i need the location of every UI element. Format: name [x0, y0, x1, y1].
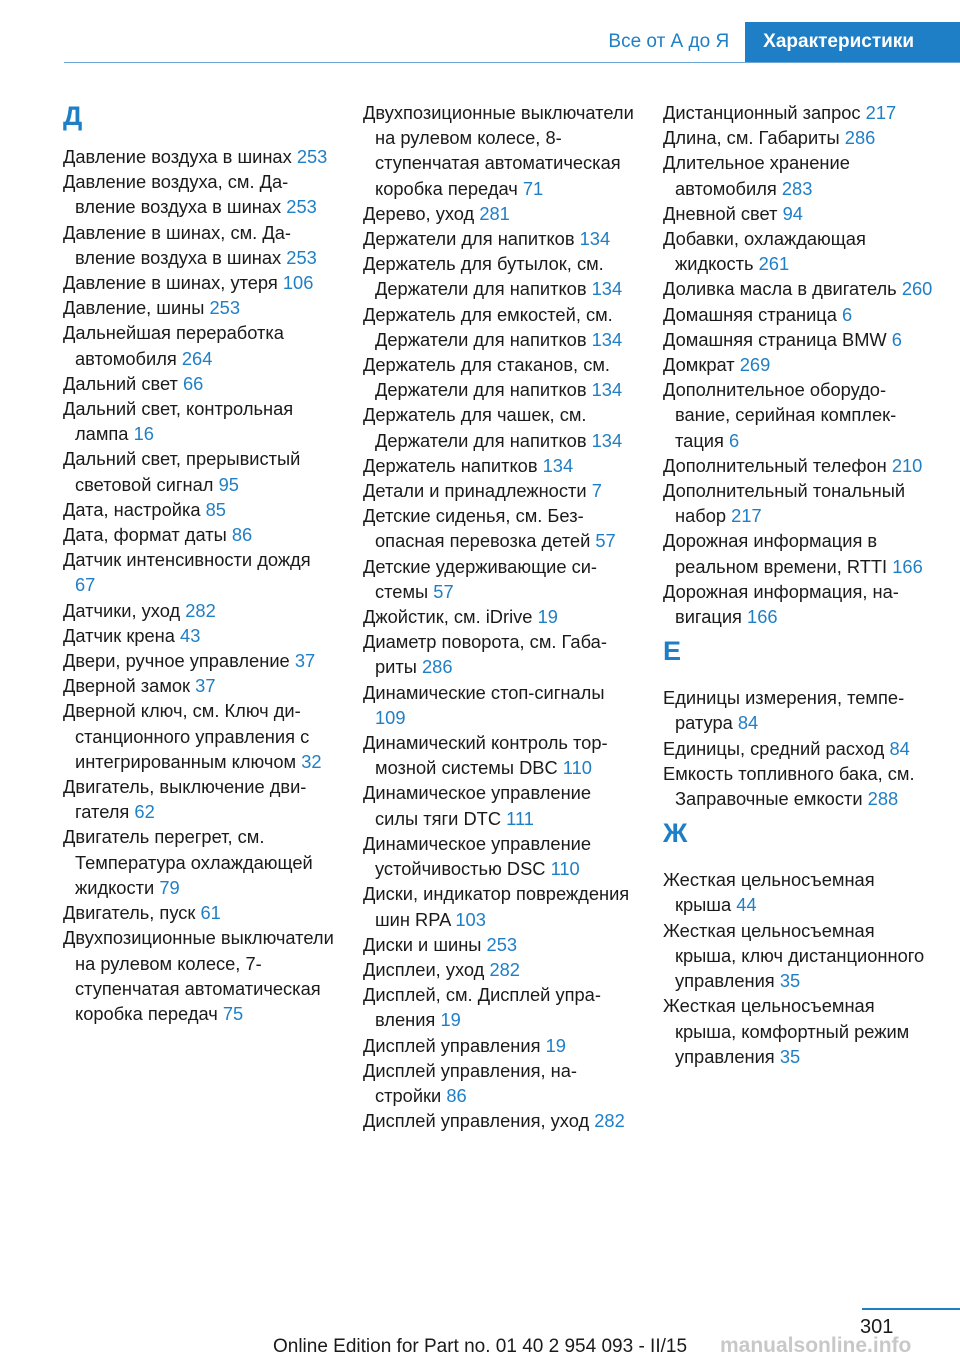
index-entry-text: Двигатель, пуск [63, 902, 196, 924]
index-entry-text: Датчики, уход [63, 599, 181, 621]
index-entry [63, 270, 335, 295]
index-entry-text: Джойстик, см. iDrive [363, 606, 533, 628]
page-number-rule [862, 1308, 960, 1310]
index-entry-text: Детали и принадлежности [363, 480, 587, 502]
index-page-link[interactable]: 253 [486, 933, 518, 955]
index-entry-text: Дисплей управления, уход [363, 1110, 590, 1132]
index-entry-text: Двигатель перегрет, см. Температура охлаждающей жидкости [63, 826, 313, 898]
index-entry [63, 824, 335, 900]
index-page-link[interactable]: 32 [301, 750, 322, 772]
index-page-link[interactable]: 134 [591, 379, 623, 401]
index-entry [363, 503, 635, 553]
index-page-link[interactable]: 106 [282, 272, 314, 294]
index-page-link[interactable]: 71 [522, 177, 544, 199]
index-entry [663, 579, 935, 629]
index-entry [363, 831, 635, 881]
index-page-link[interactable]: 19 [537, 606, 558, 628]
index-entry-text: Жесткая цельносъемная крыша [663, 869, 875, 916]
index-page-link[interactable]: 111 [506, 807, 534, 829]
index-entry [663, 528, 935, 578]
index-entry-text: Динамические стоп-сигналы [363, 681, 605, 703]
index-entry-text: Диски, индикатор повреждения шин RPA [363, 883, 630, 930]
index-entry-text: Дополнительное оборудование, серийная комплектация [663, 379, 897, 451]
index-page-link[interactable]: 84 [889, 737, 910, 759]
index-entry [63, 900, 335, 925]
index-entry [663, 150, 935, 200]
index-entry [363, 100, 635, 201]
index-page-link[interactable]: 67 [75, 574, 96, 596]
index-page-link[interactable]: 253 [286, 246, 317, 268]
index-page-link[interactable]: 286 [422, 656, 453, 678]
index-page-link[interactable]: 43 [180, 624, 201, 646]
watermark: manualsonline.info [720, 1334, 912, 1357]
index-page-link[interactable]: 66 [183, 372, 204, 394]
index-page-link[interactable]: 62 [134, 801, 155, 823]
index-entry [663, 100, 935, 125]
index-entry [63, 396, 335, 446]
index-entry-text: Дорожная информация в реальном времени, RTTI [663, 530, 888, 577]
index-page-link[interactable]: 57 [595, 530, 616, 552]
index-entry-text: Детские сиденья, см. Безопасная перевозка детей [363, 505, 591, 552]
index-entry [363, 1033, 635, 1058]
index-entry-text: Добавки, охлаждающая жидкость [663, 228, 866, 275]
index-page-link[interactable]: 253 [296, 146, 328, 167]
index-entry-text: Держатель для бутылок, см. Держатели для напитков [363, 253, 604, 300]
index-page-link[interactable]: 94 [782, 202, 803, 224]
page-header [588, 22, 960, 62]
index-entry-text: Держатель напитков [363, 454, 538, 476]
index-page-link[interactable]: 35 [779, 1045, 801, 1067]
index-page-link[interactable]: 283 [781, 177, 813, 199]
index-entry [363, 957, 635, 982]
index-page-link[interactable]: 253 [209, 297, 241, 319]
index-entry [63, 698, 335, 774]
index-column-3 [663, 100, 935, 1069]
index-entry-text: Дорожная информация, навигация [663, 580, 899, 628]
index-page-link[interactable]: 286 [844, 127, 876, 149]
index-entry-text: Дата, настройка [63, 498, 201, 520]
index-entry [363, 1108, 635, 1133]
index-entry [63, 295, 335, 320]
footer-edition: Online Edition for Part no. 01 40 2 954 093 - II/15 [272, 1336, 688, 1357]
index-entry [363, 201, 635, 226]
index-entry [363, 226, 635, 251]
index-entry [63, 623, 335, 648]
header-divider [64, 62, 960, 63]
index-entry-text: Дверной замок [63, 675, 191, 697]
index-page-link[interactable]: 217 [865, 102, 897, 123]
index-entry [63, 320, 335, 370]
index-entry [663, 761, 935, 811]
index-entry-text: Держатель для стаканов, см. Держатели для напитков [363, 354, 610, 401]
index-entry-text: Держатель для емкостей, см. Держатели для напитков [363, 303, 613, 350]
index-entry-text: Домашняя страница BMW [663, 328, 887, 350]
index-page-link[interactable]: 282 [489, 958, 520, 980]
index-entry [663, 226, 935, 276]
index-entry-text: Дистанционный запрос [663, 102, 861, 123]
index-entry [63, 446, 335, 496]
index-entry [63, 774, 335, 824]
index-page-link[interactable]: 75 [222, 1002, 244, 1024]
index-page-link[interactable]: 6 [842, 303, 853, 325]
index-entry [663, 352, 935, 377]
index-entry-text: Доливка масла в двигатель [663, 278, 897, 300]
index-entry-text: Давление в шинах, утеря [63, 272, 278, 294]
index-entry-text: Дисплей управления [363, 1034, 541, 1056]
index-entry-text: Дерево, уход [363, 202, 475, 224]
index-page-link[interactable]: 134 [591, 429, 623, 451]
index-page-link[interactable]: 35 [779, 970, 801, 992]
index-entry-text: Единицы, средний расход [663, 737, 885, 759]
index-entry-text: Дисплей управления, настройки [363, 1059, 577, 1106]
index-page-link[interactable]: 16 [133, 423, 154, 445]
index-entry [363, 352, 635, 402]
index-entry-text: Двигатель, выключение двигателя [63, 776, 307, 823]
index-entry [63, 169, 335, 219]
index-entry [363, 680, 635, 730]
index-entry-text: Держатели для напитков [363, 228, 575, 250]
index-entry-text: Домашняя страница [663, 303, 837, 325]
index-entry [363, 604, 635, 629]
index-entry-text: Давление в шинах, см. Давление воздуха в шинах [63, 221, 291, 268]
index-entry [363, 780, 635, 830]
index-entry-text: Домкрат [663, 354, 735, 376]
index-page-link[interactable]: 85 [205, 498, 226, 520]
index-entry [63, 522, 335, 547]
index-entry-text: Дальний свет, прерывистый световой сигнал [63, 448, 301, 495]
index-page-link[interactable]: 7 [591, 480, 602, 502]
index-entry-text: Дополнительный тональный набор [663, 480, 906, 527]
index-page-link[interactable]: 79 [159, 876, 180, 898]
header-section-label[interactable]: Все от А до Я [588, 22, 745, 62]
index-page-link[interactable]: 134 [591, 278, 623, 300]
index-page-link[interactable]: 269 [739, 354, 771, 376]
index-entry-text: Дата, формат даты [63, 524, 227, 546]
index-page-link[interactable]: 282 [594, 1110, 625, 1132]
index-entry [363, 881, 635, 931]
page-number: 301 [860, 1316, 894, 1338]
index-page-link[interactable]: 95 [218, 473, 239, 495]
index-entry [63, 547, 335, 597]
index-page-link[interactable]: 37 [294, 650, 316, 672]
index-page-link[interactable]: 264 [181, 347, 213, 369]
index-page-link[interactable]: 166 [892, 555, 923, 577]
index-entry [663, 867, 935, 917]
index-entry [663, 736, 935, 761]
index-entry-text: Держатель для чашек, см. Держатели для напитков [363, 404, 587, 451]
index-entry-text: Дальний свет, контрольная лампа [63, 398, 294, 445]
index-entry [363, 453, 635, 478]
index-entry [363, 982, 635, 1032]
index-page-link[interactable]: 253 [286, 196, 317, 218]
index-page-link[interactable]: 103 [455, 908, 486, 930]
index-entry-text: Дисплеи, уход [363, 958, 485, 980]
index-page-link[interactable]: 37 [195, 675, 216, 697]
index-entry [363, 302, 635, 352]
index-entry-text: Длительное хранение автомобиля [663, 152, 850, 199]
index-page-link[interactable]: 134 [542, 454, 574, 476]
index-entry-text: Двухпозиционные выключатели на рулевом колесе, 8-ступенчатая автоматическая коробка передач [363, 102, 634, 199]
index-page-link[interactable]: 86 [446, 1084, 467, 1106]
index-entry-text: Динамическое управление силы тяги DTC [363, 782, 592, 829]
index-entry-text: Дополнительный телефон [663, 454, 887, 476]
index-entry [663, 276, 935, 301]
index-entry-text: Двухпозиционные выключатели на рулевом колесе, 7-ступенчатая автоматическая коробка передач [63, 927, 334, 1024]
index-letter-heading: Е [663, 636, 682, 667]
index-entry-text: Датчик интенсивности дождя [63, 549, 311, 571]
index-entry [363, 730, 635, 780]
index-entry-text: Диски и шины [363, 933, 482, 955]
index-entry [363, 402, 635, 452]
index-entry-text: Жесткая цельносъемная крыша, ключ дистанционного управления [663, 919, 925, 992]
index-entry [663, 377, 935, 453]
index-entry-text: Дальнейшая переработка автомобиля [63, 322, 284, 369]
index-entry [63, 673, 335, 698]
index-page-link[interactable]: 282 [185, 599, 216, 621]
index-page-link[interactable]: 260 [901, 278, 933, 300]
index-entry [63, 598, 335, 623]
index-entry-text: Динамическое управление устойчивостью DSC [363, 832, 592, 880]
index-entry-text: Длина, см. Габариты [663, 127, 840, 149]
index-page-link[interactable]: 44 [736, 894, 757, 916]
index-page-link[interactable]: 134 [579, 228, 611, 250]
index-column-2 [363, 100, 635, 1133]
index-entry-text: Двери, ручное управление [63, 650, 290, 672]
index-page-link[interactable]: 281 [479, 202, 510, 224]
index-entry [363, 932, 635, 957]
index-page-link[interactable]: 288 [867, 788, 899, 810]
index-entry-text: Давление воздуха в шинах [63, 146, 292, 167]
index-entry [663, 453, 935, 478]
index-entry [663, 478, 935, 528]
index-page-link[interactable]: 57 [433, 580, 454, 602]
index-letter-heading: Д [63, 101, 83, 131]
index-page-link[interactable]: 86 [231, 524, 253, 546]
index-entry-text: Датчик крена [63, 624, 175, 646]
index-entry-text: Емкость топливного бака, см. Заправочные емкости [663, 762, 915, 810]
index-entry-text: Дисплей, см. Дисплей управления [363, 984, 601, 1031]
index-page-link[interactable]: 109 [375, 706, 406, 728]
index-page-link[interactable]: 110 [562, 757, 592, 779]
index-entry-text: Давление, шины [63, 297, 205, 319]
index-page-link[interactable]: 19 [545, 1034, 566, 1056]
index-entry [663, 302, 935, 327]
index-entry [63, 648, 335, 673]
index-entry [363, 629, 635, 679]
index-entry [363, 554, 635, 604]
index-page-link[interactable]: 210 [891, 454, 923, 476]
index-page-link[interactable]: 166 [747, 606, 778, 628]
index-entry [63, 144, 335, 169]
index-entry [663, 918, 935, 994]
index-entry [363, 1058, 635, 1108]
index-entry-text: Детские удерживающие системы [363, 555, 598, 602]
index-entry-text: Жесткая цельносъемная крыша, комфортный режим управления [663, 995, 910, 1067]
index-letter-heading: Ж [663, 818, 688, 849]
index-entry [663, 993, 935, 1069]
index-page-link[interactable]: 110 [550, 858, 580, 880]
index-entry [663, 125, 935, 150]
index-entry [63, 925, 335, 1026]
index-entry [63, 497, 335, 522]
index-page-link[interactable]: 19 [440, 1009, 461, 1031]
index-entry [663, 201, 935, 226]
index-column-1 [63, 100, 335, 1026]
index-page-link[interactable]: 84 [737, 712, 759, 734]
index-entry-text: Динамический контроль тормозной системы DBC [363, 732, 608, 779]
index-entry-text: Дальний свет [63, 372, 178, 394]
index-page-link[interactable]: 217 [731, 505, 762, 527]
index-page-link[interactable]: 261 [758, 253, 790, 275]
index-entry [63, 371, 335, 396]
index-entry-text: Давление воздуха, см. Давление воздуха в шинах [63, 171, 289, 218]
index-entry [63, 220, 335, 270]
index-entry-text: Дверной ключ, см. Ключ дистанционного управления с интегрированным ключом [63, 700, 310, 772]
index-entry-text: Дневной свет [663, 202, 778, 224]
index-entry-text: Единицы измерения, температура [663, 687, 905, 734]
index-entry [363, 478, 635, 503]
index-page-link[interactable]: 6 [729, 429, 740, 451]
index-page-link[interactable]: 61 [200, 902, 221, 924]
index-entry [663, 327, 935, 352]
index-entry [363, 251, 635, 301]
index-entry [663, 685, 935, 735]
index-page-link[interactable]: 6 [891, 328, 902, 350]
index-entry-text: Диаметр поворота, см. Габариты [363, 631, 607, 678]
header-chapter-tab[interactable]: Характеристики [745, 22, 960, 62]
index-page-link[interactable]: 134 [591, 328, 623, 350]
